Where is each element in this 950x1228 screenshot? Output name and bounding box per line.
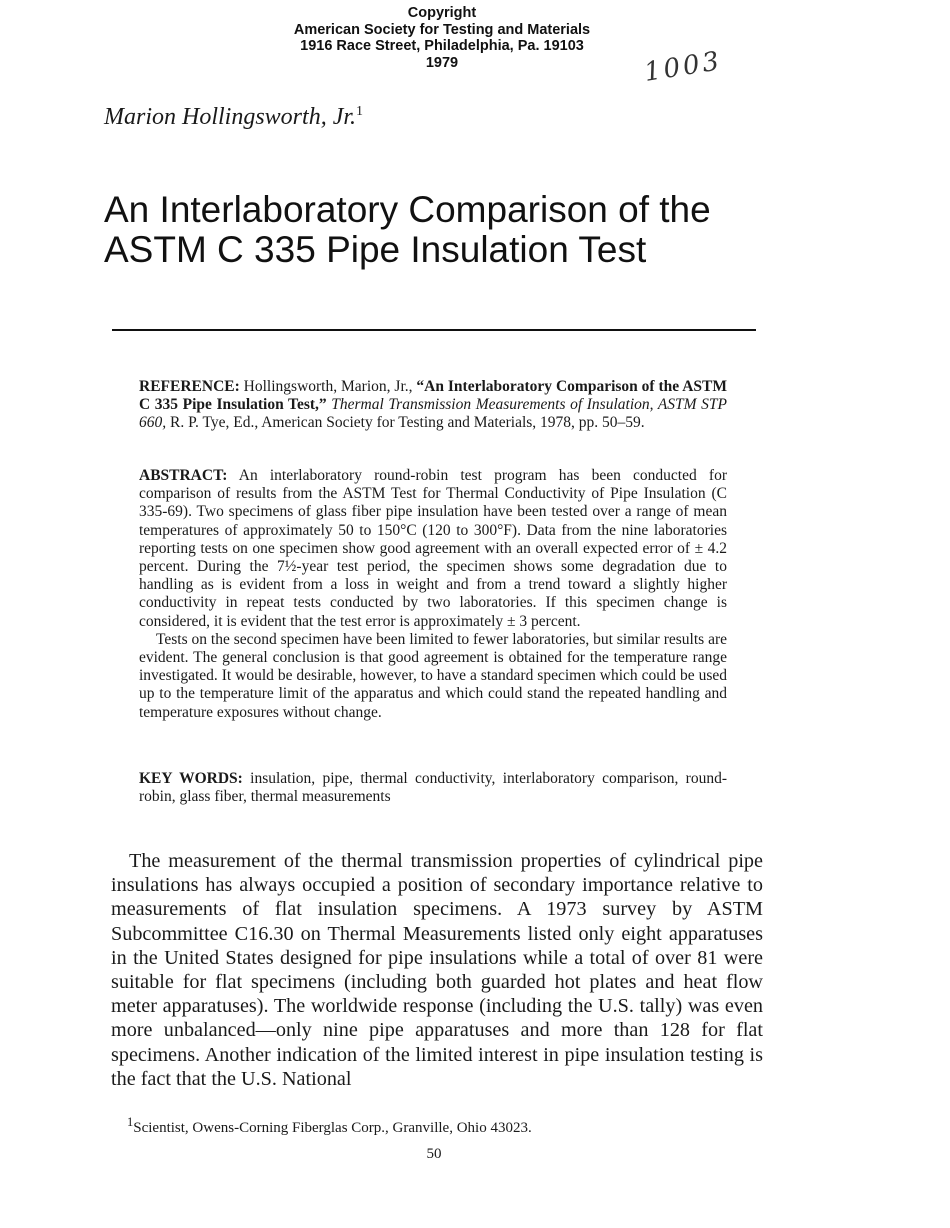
- handwritten-note: 1003: [642, 46, 725, 88]
- paper-title: [104, 190, 864, 270]
- author-footnote: [127, 1115, 532, 1137]
- abstract-label: ABSTRACT:: [139, 467, 228, 484]
- copyright-line: Copyright: [407, 5, 477, 21]
- author-footnote-mark: 1: [356, 104, 364, 119]
- footnote-mark: 1: [127, 1115, 134, 1129]
- abstract-paragraph-1: [139, 467, 727, 631]
- publication-year: 1979: [425, 54, 459, 71]
- keywords-label: KEY WORDS:: [139, 770, 243, 787]
- abstract-text-1: An interlaboratory round-robin test program has been conducted for comparison of results from the ASTM Test for Thermal Conductivity of Pipe Insulation (C 335-69). Two specimens of glass fiber pipe insulation have been tested over a range of mean temperatures of approximately 50 to 150°C (120 to 300°F). Data from the nine laboratories reporting tests on one specimen show good agreement with an overall expected error of ± 4.2 percent. During the 7½-year test period, the specimen shows some degradation due to handling as is evident from a loss in weight and from a trend toward a slightly higher conductivity in repeat tests conducted by two laboratories. If this specimen change is considered, it is evident that the test error is approximately ± 3 percent.: [139, 467, 727, 630]
- author-line: [104, 104, 363, 131]
- page-number: 50: [426, 1146, 442, 1162]
- title-line-1: An Interlaboratory Comparison of the: [104, 189, 711, 230]
- keywords-block: [139, 770, 727, 806]
- copyright-header: [0, 5, 884, 71]
- keywords-text: insulation, pipe, thermal conductivity, interlaboratory comparison, round-robin, glass fiber, thermal measurements: [139, 770, 728, 806]
- abstract-block: [139, 467, 727, 722]
- reference-block: [139, 378, 727, 433]
- reference-authors: Hollingsworth, Marion, Jr.,: [243, 378, 417, 395]
- reference-details: R. P. Tye, Ed., American Society for Testing and Materials, 1978, pp. 50–59.: [170, 414, 645, 432]
- footnote-text: Scientist, Owens-Corning Fiberglas Corp., Granville, Ohio 43023.: [133, 1120, 532, 1136]
- reference-paper-title: “An Interlaboratory Comparison of the ASTM C 335 Pipe Insulation Test,”: [139, 378, 727, 414]
- reference-publication: Thermal Transmission Measurements of Insulation, ASTM STP 660,: [139, 396, 728, 432]
- publisher-address: 1916 Race Street, Philadelphia, Pa. 19103: [300, 38, 584, 54]
- abstract-paragraph-2: Tests on the second specimen have been limited to fewer laboratories, but similar results are evident. The general conclusion is that good agreement is obtained for the temperature range investigated. It would be desirable, however, to have a standard specimen which could be used up to the temperature limit of the apparatus and which could stand the repeated handling and temperature exposures without change.: [139, 630, 727, 721]
- title-divider: [112, 329, 756, 331]
- reference-label: REFERENCE:: [139, 378, 240, 395]
- author-name: Marion Hollingsworth, Jr.: [104, 104, 357, 130]
- body-paragraph: The measurement of the thermal transmission properties of cylindrical pipe insulations has always occupied a position of secondary importance relative to measurements of flat insulation specimens. A 1973 survey by ASTM Subcommittee C16.30 on Thermal Measurements listed only eight apparatuses in the United States designed for pipe insulations while a total of over 81 were suitable for flat specimens (including both guarded hot plates and heat flow meter apparatuses). The worldwide response (including the U.S. tally) was even more unbalanced—only nine pipe apparatuses and more than 128 for flat specimens. Another indication of the limited interest in pipe insulation testing is the fact that the U.S. National: [111, 850, 763, 1090]
- title-line-2: ASTM C 335 Pipe Insulation Test: [104, 229, 647, 270]
- publisher-name: American Society for Testing and Materials: [293, 21, 591, 38]
